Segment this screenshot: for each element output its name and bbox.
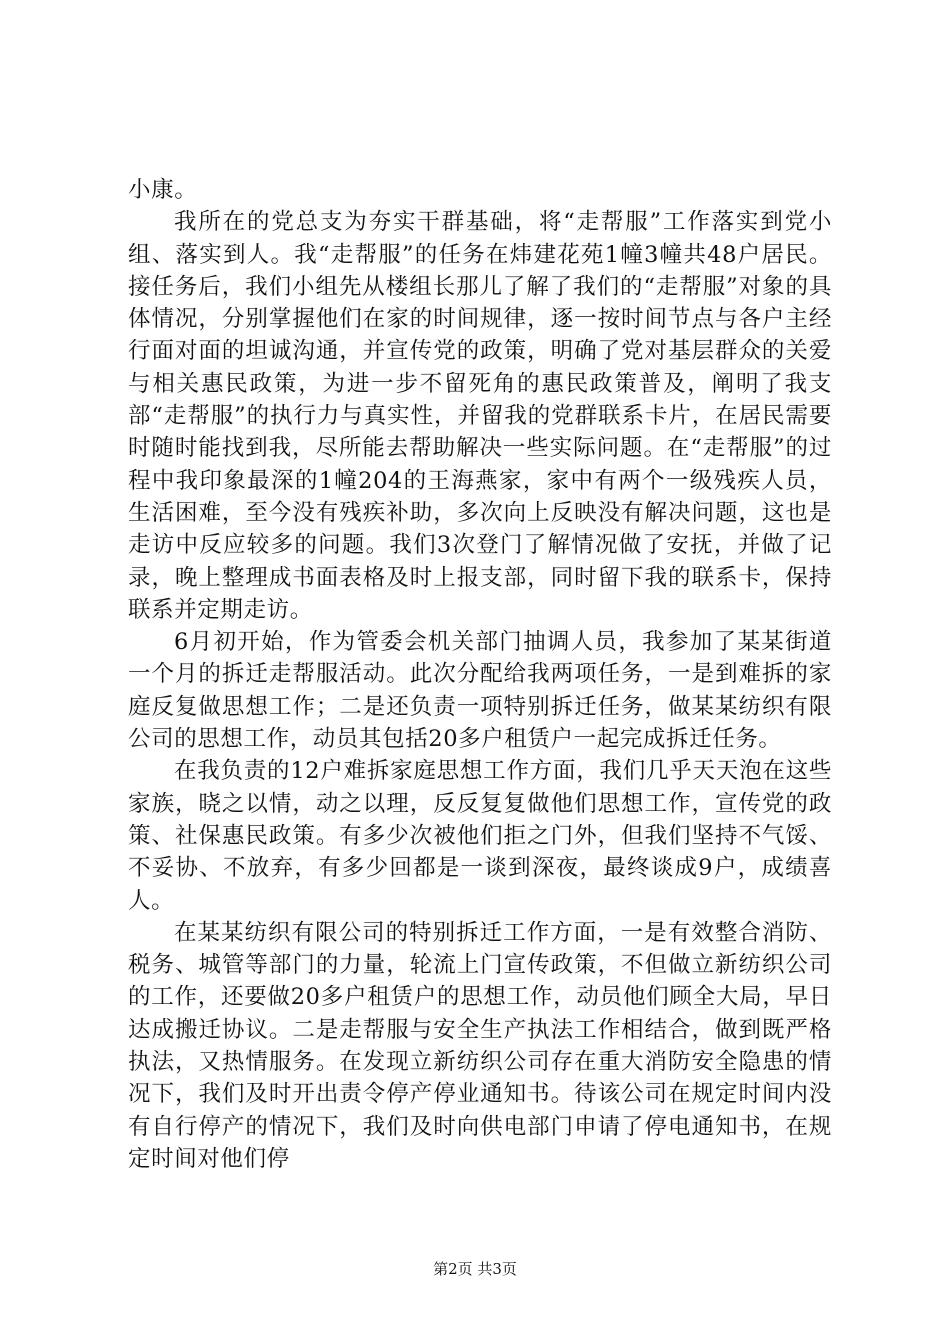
document-body — [128, 174, 832, 1175]
paragraph-june-relocation: 6月初开始，作为管委会机关部门抽调人员，我参加了某某街道一个月的拆迁走帮服活动。此次分配给我两项任务，一是到难拆的家庭反复做思想工作；二是还负责一项特别拆迁任务，做某某纺织有限公司的思想工作，动员其包括20多户租赁户一起完成拆迁任务。 — [128, 629, 832, 753]
paragraph-continuation: 小康。 — [128, 177, 198, 203]
paragraph-party-branch-task: 我所在的党总支为夯实干群基础，将“走帮服”工作落实到党小组、落实到人。我“走帮服”的任务在炜建花苑1幢3幢共48户居民。接任务后，我们小组先从楼组长那儿了解了我们的“走帮服”对象的具体情况，分别掌握他们在家的时间规律，逐一按时间节点与各户主经行面对面的坦诚沟通，并宣传党的政策，明确了党对基层群众的关爱与相关惠民政策，为进一步不留死角的惠民政策普及，阐明了我支部“走帮服”的执行力与真实性，并留我的党群联系卡片，在居民需要时随时能找到我，尽所能去帮助解决一些实际问题。在“走帮服”的过程中我印象最深的1幢204的王海燕家，家中有两个一级残疾人员，生活困难，至今没有残疾补助，多次向上反映没有解决问题，这也是走访中反应较多的问题。我们3次登门了解情况做了安抚，并做了记录，晚上整理成书面表格及时上报支部，同时留下我的联系卡，保持联系并定期走访。 — [128, 209, 832, 623]
page-footer: 第2页 共3页 — [433, 1260, 517, 1278]
paragraph-textile-company: 在某某纺织有限公司的特别拆迁工作方面，一是有效整合消防、税务、城管等部门的力量，轮流上门宣传政策，不但做立新纺织公司的工作，还要做20多户租赁户的思想工作，动员他们顾全大局，早日达成搬迁协议。二是走帮服与安全生产执法工作相结合，做到既严格执法，又热情服务。在发现立新纺织公司存在重大消防安全隐患的情况下，我们及时开出责令停产停业通知书。待该公司在规定时间内没有自行停产的情况下，我们及时向供电部门申请了停电通知书，在规定时间对他们停 — [128, 919, 832, 1172]
paragraph-difficult-households: 在我负责的12户难拆家庭思想工作方面，我们几乎天天泡在这些家族，晓之以情，动之以理，反反复复做他们思想工作，宣传党的政策、社保惠民政策。有多少次被他们拒之门外，但我们坚持不气馁、不妥协、不放弃，有多少回都是一谈到深夜，最终谈成9户，成绩喜人。 — [128, 758, 832, 914]
